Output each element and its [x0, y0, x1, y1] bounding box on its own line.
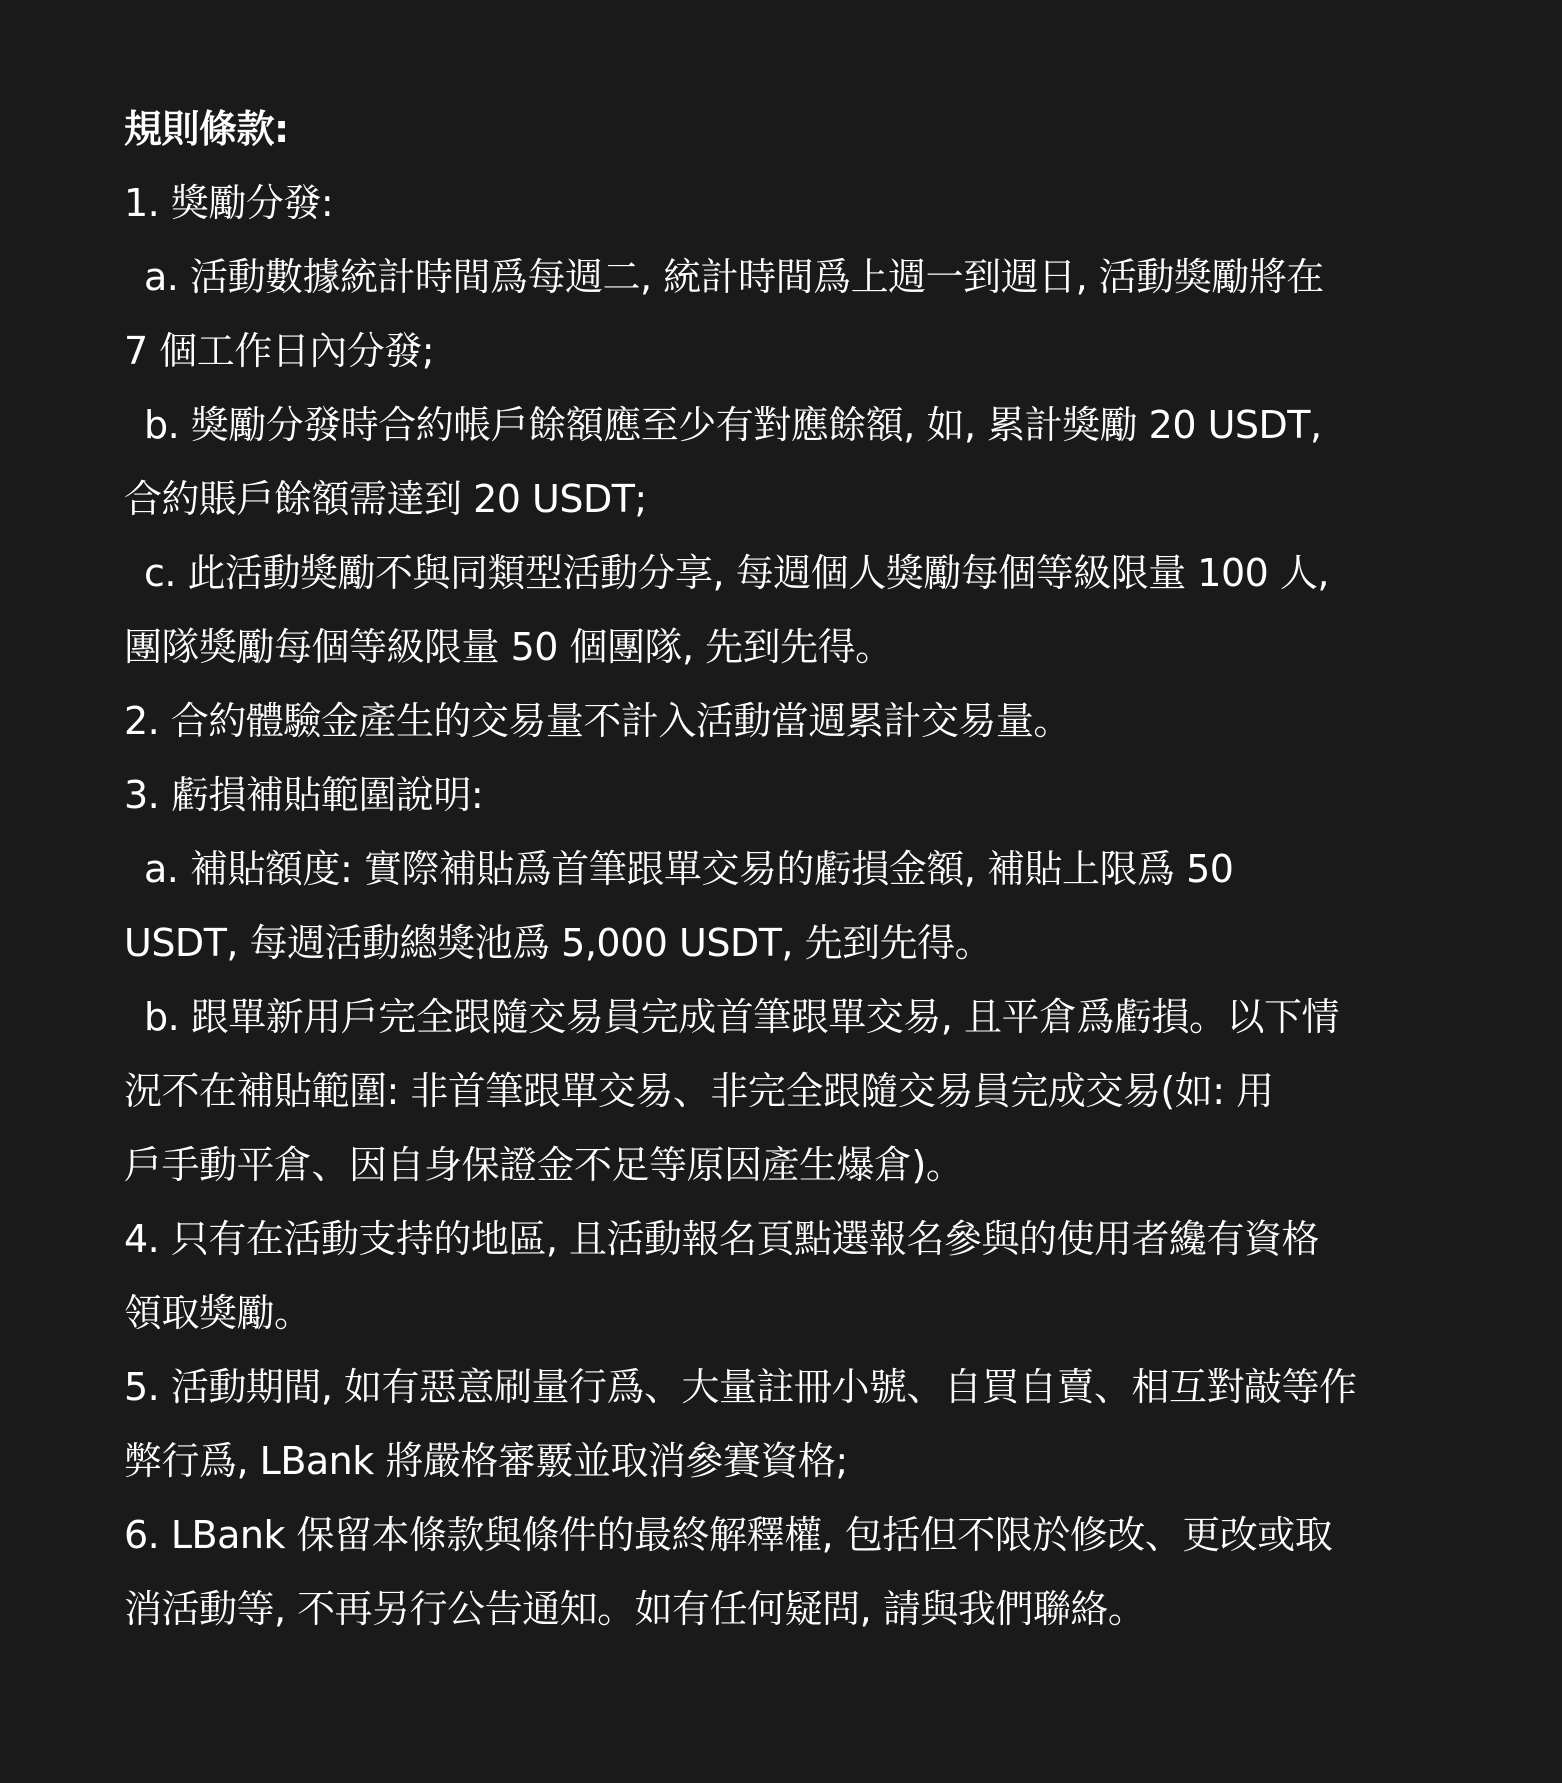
terms-heading: 規則條款:	[124, 107, 289, 151]
terms-item-1a: a. 活動數據統計時間爲每週二, 統計時間爲上週一到週日, 活動獎勵將在	[144, 255, 1324, 299]
terms-item-1: 1. 獎勵分發:	[124, 181, 334, 225]
terms-item-5: 5. 活動期間, 如有惡意刷量行爲、大量註冊小號、自買自賣、相互對敲等作	[124, 1365, 1357, 1409]
terms-item-3b-cont: 況不在補貼範圍: 非首筆跟單交易、非完全跟隨交易員完成交易(如: 用	[124, 1069, 1274, 1113]
terms-item-6: 6. LBank 保留本條款與條件的最終解釋權, 包括但不限於修改、更改或取	[124, 1513, 1333, 1557]
terms-item-3b-cont2: 戶手動平倉、因自身保證金不足等原因產生爆倉)。	[124, 1143, 964, 1187]
terms-item-4-cont: 領取獎勵。	[124, 1291, 312, 1335]
terms-item-5-cont: 弊行爲, LBank 將嚴格審覈並取消參賽資格;	[124, 1439, 848, 1483]
terms-item-6-cont: 消活動等, 不再另行公告通知。如有任何疑問, 請與我們聯絡。	[124, 1587, 1146, 1631]
terms-item-1a-cont: 7 個工作日內分發;	[124, 329, 435, 373]
terms-item-1b-cont: 合約賬戶餘額需達到 20 USDT;	[124, 477, 647, 521]
terms-item-3a: a. 補貼額度: 實際補貼爲首筆跟單交易的虧損金額, 補貼上限爲 50	[144, 847, 1234, 891]
terms-item-1c: c. 此活動獎勵不與同類型活動分享, 每週個人獎勵每個等級限量 100 人,	[144, 551, 1329, 595]
terms-item-1b: b. 獎勵分發時合約帳戶餘額應至少有對應餘額, 如, 累計獎勵 20 USDT,	[144, 403, 1322, 447]
terms-item-4: 4. 只有在活動支持的地區, 且活動報名頁點選報名參與的使用者纔有資格	[124, 1217, 1319, 1261]
terms-item-3: 3. 虧損補貼範圍說明:	[124, 773, 484, 817]
terms-item-1c-cont: 團隊獎勵每個等級限量 50 個團隊, 先到先得。	[124, 625, 893, 669]
terms-item-3b: b. 跟單新用戶完全跟隨交易員完成首筆跟單交易, 且平倉爲虧損。以下情	[144, 995, 1339, 1039]
terms-section	[124, 92, 1462, 1646]
terms-item-2: 2. 合約體驗金產生的交易量不計入活動當週累計交易量。	[124, 699, 1071, 743]
terms-item-3a-cont: USDT, 每週活動總獎池爲 5,000 USDT, 先到先得。	[124, 921, 993, 965]
